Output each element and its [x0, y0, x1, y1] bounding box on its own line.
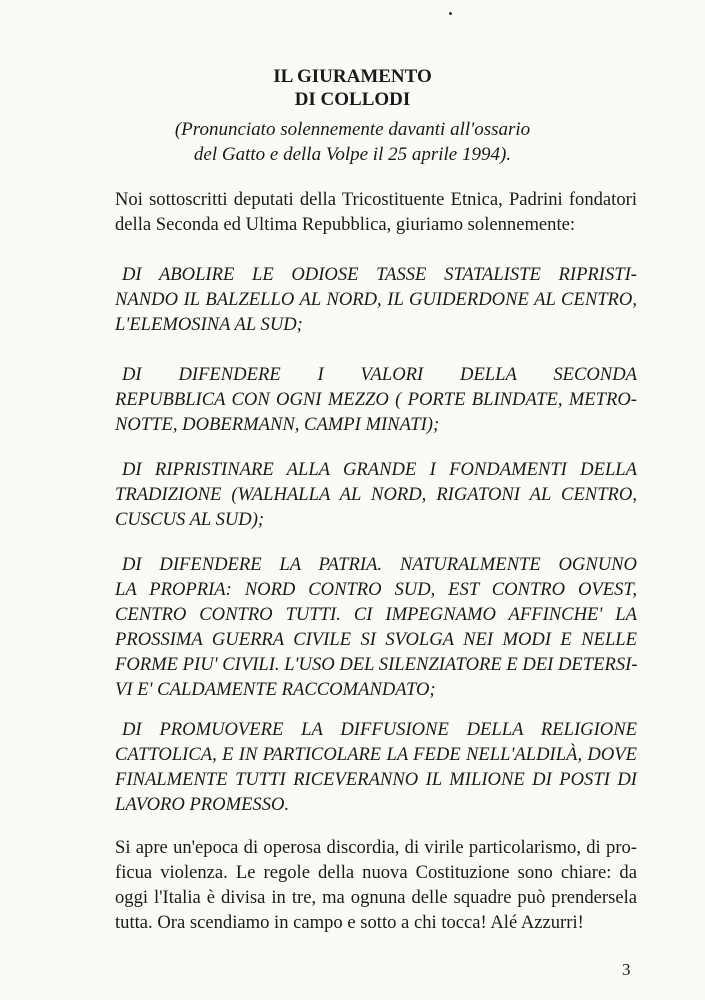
oath-line: REPUBBLICA CON OGNI MEZZO ( PORTE BLINDATE, METRO- [115, 389, 637, 410]
oath-line: FORME PIU' CIVILI. L'USO DEL SILENZIATORE E DEI DETERSI- [115, 654, 638, 675]
closing-line: oggi l'Italia è divisa in tre, ma ognuna delle squadre può prendersela [115, 887, 637, 908]
oath-defend-values [115, 362, 637, 437]
oath-promote-religion [115, 717, 637, 817]
intro-line: della Seconda ed Ultima Repubblica, giuriamo solennemente: [115, 214, 576, 235]
oath-line: DI DIFENDERE LA PATRIA. NATURALMENTE OGNUNO [122, 554, 637, 575]
page-number: 3 [622, 960, 631, 979]
closing-paragraph [115, 835, 637, 935]
oath-line: TRADIZIONE (WALHALLA AL NORD, RIGATONI AL CENTRO, [115, 484, 637, 505]
intro-paragraph [115, 187, 637, 237]
closing-line: tutta. Ora scendiamo in campo e sotto a chi tocca! Alé Azzurri! [115, 912, 584, 933]
ink-speck [449, 12, 452, 15]
oath-line: DI PROMUOVERE LA DIFFUSIONE DELLA RELIGIONE [122, 719, 637, 740]
page-title-line1: IL GIURAMENTO [273, 66, 432, 87]
oath-line: DI DIFENDERE I VALORI DELLA SECONDA [122, 364, 637, 385]
page-title-line2: DI COLLODI [294, 89, 411, 110]
oath-line: NOTTE, DOBERMANN, CAMPI MINATI); [115, 414, 440, 435]
oath-line: PROSSIMA GUERRA CIVILE SI SVOLGA NEI MODI E NELLE [115, 629, 637, 650]
oath-line: FINALMENTE TUTTI RICEVERANNO IL MILIONE DI POSTI DI [115, 769, 637, 790]
subtitle-line1: (Pronunciato solennemente davanti all'ossario [174, 119, 531, 140]
oath-abolish-taxes [115, 262, 637, 337]
oath-line: DI ABOLIRE LE ODIOSE TASSE STATALISTE RIPRISTI- [122, 264, 637, 285]
oath-restore-tradition [115, 457, 637, 532]
oath-line: CENTRO CONTRO TUTTI. CI IMPEGNAMO AFFINCHE' LA [115, 604, 637, 625]
oath-line: DI RIPRISTINARE ALLA GRANDE I FONDAMENTI DELLA [122, 459, 637, 480]
oath-line: L'ELEMOSINA AL SUD; [115, 314, 303, 335]
subtitle-line2: del Gatto e della Volpe il 25 aprile 1994). [193, 144, 512, 165]
oath-line: CUSCUS AL SUD); [115, 509, 265, 530]
oath-line: LAVORO PROMESSO. [115, 794, 290, 815]
oath-line: LA PROPRIA: NORD CONTRO SUD, EST CONTRO OVEST, [115, 579, 637, 600]
oath-line: CATTOLICA, E IN PARTICOLARE LA FEDE NELL'ALDILÀ, DOVE [115, 744, 637, 765]
oath-defend-homeland [115, 552, 637, 702]
closing-line: Si apre un'epoca di operosa discordia, di virile particolarismo, di pro- [115, 837, 637, 858]
oath-line: NANDO IL BALZELLO AL NORD, IL GUIDERDONE AL CENTRO, [115, 289, 637, 310]
closing-line: ficua violenza. Le regole della nuova Costituzione sono chiare: da [115, 862, 637, 883]
intro-line: Noi sottoscritti deputati della Tricostituente Etnica, Padrini fondatori [115, 189, 637, 210]
oath-line: VI E' CALDAMENTE RACCOMANDATO; [115, 679, 436, 700]
